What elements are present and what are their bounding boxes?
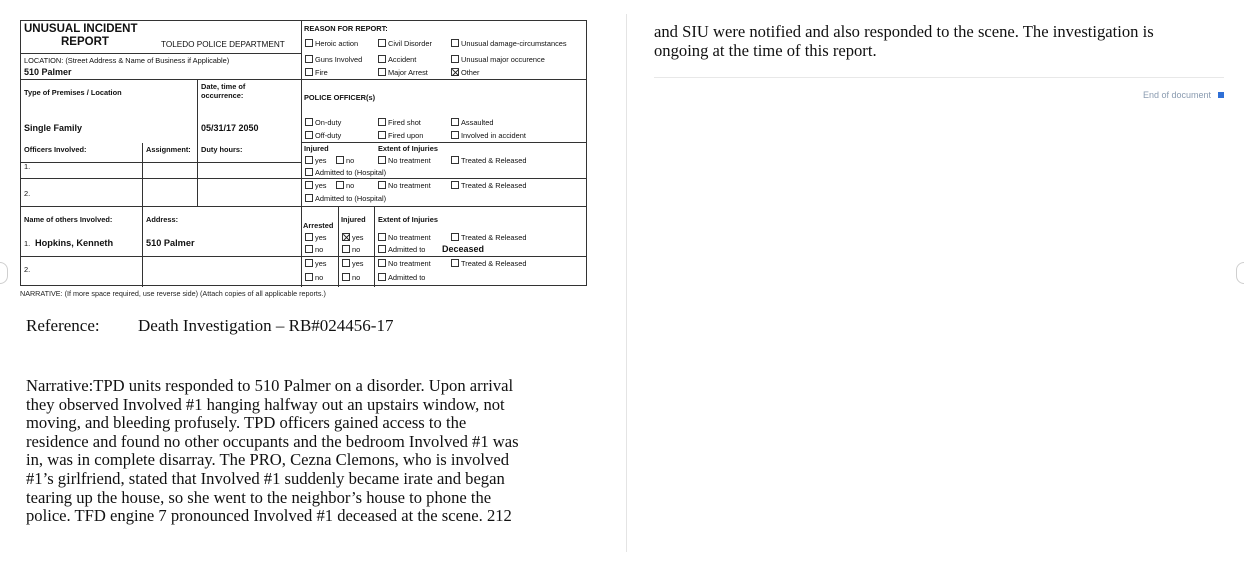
narrative-line: tearing up the house, so she went to the neighbor’s house to phone the: [26, 487, 492, 507]
checkbox[interactable]: [305, 273, 313, 281]
major-arrest-checkbox[interactable]: [378, 68, 386, 76]
other-row-2-injuries: [302, 257, 587, 287]
guns-involved-checkbox[interactable]: [305, 55, 313, 63]
end-of-document-label: End of document: [1142, 90, 1211, 100]
checkbox[interactable]: [305, 233, 313, 241]
location-value: 510 Palmer: [24, 67, 72, 77]
officer2-injured-no[interactable]: no: [336, 181, 354, 191]
narrative-text: [26, 377, 598, 526]
officer-row-1-number: 1.: [24, 162, 31, 171]
form-title-cell: [21, 21, 302, 54]
status-fired-shot[interactable]: Fired shot: [378, 118, 421, 128]
checkbox-checked[interactable]: [342, 233, 350, 241]
other-row-2-name: [21, 257, 143, 287]
officers-involved-label: Officers Involved:: [24, 145, 87, 154]
officer1-injured-yes[interactable]: yes: [305, 156, 327, 166]
other2-no-treatment[interactable]: No treatment: [378, 259, 431, 269]
end-of-document-marker: [1143, 90, 1224, 100]
officer2-no-treatment[interactable]: No treatment: [378, 181, 431, 191]
assignment-label: Assignment:: [146, 145, 191, 154]
officer2-admitted[interactable]: Admitted to (Hospital): [305, 194, 386, 204]
checkbox[interactable]: [451, 156, 459, 164]
reason-for-report-cell: [302, 21, 587, 80]
officer1-treated-released[interactable]: Treated & Released: [451, 156, 526, 166]
checkbox[interactable]: [378, 245, 386, 253]
narrative-caption: NARRATIVE: (If more space required, use reverse side) (Attach copies of all applicable reports.): [20, 289, 326, 298]
other1-name-value: Hopkins, Kenneth: [35, 238, 114, 248]
other-row-1-name: [21, 207, 143, 257]
continuation-line: ongoing at the time of this report.: [654, 41, 877, 60]
checkbox[interactable]: [378, 273, 386, 281]
end-square-icon: [1218, 92, 1224, 98]
police-officer-header: POLICE OFFICER(s): [304, 93, 376, 102]
checkbox[interactable]: [342, 273, 350, 281]
fired-shot-checkbox[interactable]: [378, 118, 386, 126]
other-row-1-address: [143, 207, 302, 257]
duty-hours-label: Duty hours:: [201, 145, 243, 154]
reason-fire[interactable]: Fire: [305, 68, 328, 78]
checkbox[interactable]: [378, 156, 386, 164]
narrative-line: #1’s girlfriend, stated that Involved #1 suddenly became irate and began: [26, 468, 505, 488]
on-duty-checkbox[interactable]: [305, 118, 313, 126]
other1-treated-released[interactable]: Treated & Released: [451, 233, 526, 243]
status-off-duty[interactable]: Off-duty: [305, 131, 341, 141]
other1-injured-yes[interactable]: yes: [342, 233, 364, 243]
next-page-handle[interactable]: [1236, 262, 1244, 284]
checkbox[interactable]: [451, 259, 459, 267]
checkbox[interactable]: [378, 233, 386, 241]
officer-row-2-name: [21, 179, 143, 207]
other2-admitted[interactable]: Admitted to: [378, 273, 425, 283]
narrative-line: police. TFD engine 7 pronounced Involved #1 deceased at the scene. 212: [26, 506, 512, 526]
status-fired-upon[interactable]: Fired upon: [378, 131, 423, 141]
continuation-text: [654, 22, 1224, 60]
other2-arrested-no[interactable]: no: [305, 273, 323, 283]
other1-address-value: 510 Palmer: [146, 238, 195, 248]
officer-row-2-duty: [198, 179, 302, 207]
checkbox[interactable]: [378, 259, 386, 267]
checkbox[interactable]: [305, 181, 313, 189]
other2-injured-no[interactable]: no: [342, 273, 360, 283]
others-involved-label: Name of others Involved:: [24, 215, 113, 224]
officer-row-1-duty: [198, 143, 302, 179]
accident-checkbox[interactable]: [378, 55, 386, 63]
officer2-injured-yes[interactable]: yes: [305, 181, 327, 191]
location-cell: [21, 54, 302, 80]
officer-row-1-injuries: [302, 143, 587, 179]
injured-label-others: Injured: [341, 215, 366, 224]
checkbox[interactable]: [451, 233, 459, 241]
reason-civil-disorder[interactable]: Civil Disorder: [378, 39, 432, 49]
reason-accident[interactable]: Accident: [378, 55, 416, 65]
police-officer-cell: [302, 80, 587, 143]
extent-label: Extent of Injuries: [378, 144, 438, 153]
injured-label: Injured: [304, 144, 329, 153]
form-title-line1: UNUSUAL INCIDENT: [24, 23, 138, 35]
other1-admitted-value: Deceased: [442, 244, 485, 254]
narrative-line: residence and found no other occupants and the bedroom Involved #1 was: [26, 431, 519, 451]
other1-arrested-yes[interactable]: yes: [305, 233, 327, 243]
premises-label: Type of Premises / Location: [24, 88, 122, 97]
arrested-label: Arrested: [303, 221, 334, 230]
checkbox[interactable]: [336, 181, 344, 189]
officer-row-1-name: [21, 143, 143, 179]
status-assaulted[interactable]: Assaulted: [451, 118, 493, 128]
off-duty-checkbox[interactable]: [305, 131, 313, 139]
fire-checkbox[interactable]: [305, 68, 313, 76]
checkbox[interactable]: [378, 181, 386, 189]
datetime-label-1: Date, time of: [201, 82, 246, 91]
officer1-no-treatment[interactable]: No treatment: [378, 156, 431, 166]
premises-value: Single Family: [24, 123, 83, 133]
other2-treated-released[interactable]: Treated & Released: [451, 259, 526, 269]
other1-injured-no[interactable]: no: [342, 245, 360, 255]
form-title-line2: REPORT: [61, 36, 109, 48]
other1-admitted[interactable]: Admitted to: [378, 245, 425, 255]
other2-injured-yes[interactable]: yes: [342, 259, 364, 269]
department-name: TOLEDO POLICE DEPARTMENT: [161, 40, 285, 49]
reason-header: REASON FOR REPORT:: [304, 24, 388, 33]
status-involved-accident[interactable]: Involved in accident: [451, 131, 526, 141]
incident-report-form: [20, 20, 587, 286]
continuation-line: and SIU were notified and also responded to the scene. The investigation is: [654, 22, 1154, 41]
unusual-major-checkbox[interactable]: [451, 55, 459, 63]
assaulted-checkbox[interactable]: [451, 118, 459, 126]
checkbox[interactable]: [305, 245, 313, 253]
officer-row-2-assignment: [143, 179, 198, 207]
officer-row-2-number: 2.: [24, 189, 31, 198]
reference-line: [26, 316, 393, 336]
end-separator: [654, 77, 1224, 78]
reason-guns-involved[interactable]: Guns Involved: [305, 55, 362, 65]
datetime-value: 05/31/17 2050: [201, 123, 259, 133]
fired-upon-checkbox[interactable]: [378, 131, 386, 139]
other-row-1-injuries: [302, 207, 587, 257]
officer-row-2-injuries: [302, 179, 587, 207]
officer-row-1-assignment: [143, 143, 198, 179]
other-row-1-number: 1.: [24, 239, 31, 248]
address-label: Address:: [146, 215, 179, 224]
involved-accident-checkbox[interactable]: [451, 131, 459, 139]
narrative-line: moving, and bleeding profusely. TPD officers gained access to the: [26, 413, 467, 433]
officer2-treated-released[interactable]: Treated & Released: [451, 181, 526, 191]
checkbox[interactable]: [305, 194, 313, 202]
reason-heroic-action[interactable]: Heroic action: [305, 39, 358, 49]
officer1-admitted[interactable]: Admitted to (Hospital): [305, 168, 386, 178]
checkbox[interactable]: [451, 181, 459, 189]
reason-major-arrest[interactable]: Major Arrest: [378, 68, 428, 78]
checkbox[interactable]: [336, 156, 344, 164]
unusual-damage-checkbox[interactable]: [451, 39, 459, 47]
reason-unusual-damage[interactable]: Unusual damage-circumstances: [451, 39, 567, 49]
other1-arrested-no[interactable]: no: [305, 245, 323, 255]
status-on-duty[interactable]: On-duty: [305, 118, 341, 128]
officer1-injured-no[interactable]: no: [336, 156, 354, 166]
datetime-label-2: occurrence:: [201, 91, 244, 100]
other1-no-treatment[interactable]: No treatment: [378, 233, 431, 243]
other-row-2-number: 2.: [24, 265, 31, 274]
reference-value: Death Investigation – RB#024456-17: [138, 316, 394, 335]
previous-page-handle[interactable]: [0, 262, 8, 284]
page-divider: [626, 14, 627, 552]
location-label: LOCATION: (Street Address & Name of Business if Applicable): [24, 56, 230, 65]
checkbox[interactable]: [342, 259, 350, 267]
checkbox[interactable]: [342, 245, 350, 253]
checkbox[interactable]: [305, 156, 313, 164]
narrative-line: in, was in complete disarray. The PRO, Cezna Clemons, who is involved: [26, 450, 509, 470]
reason-other[interactable]: Other: [451, 68, 479, 78]
other-checkbox-checked[interactable]: [451, 68, 459, 76]
civil-disorder-checkbox[interactable]: [378, 39, 386, 47]
narrative-line: Narrative:TPD units responded to 510 Palmer on a disorder. Upon arrival: [26, 376, 514, 395]
other-row-2-address: [143, 257, 302, 287]
reason-unusual-major[interactable]: Unusual major occurence: [451, 55, 545, 65]
heroic-action-checkbox[interactable]: [305, 39, 313, 47]
checkbox[interactable]: [305, 168, 313, 176]
other2-arrested-yes[interactable]: yes: [305, 259, 327, 269]
reference-label: Reference:: [26, 316, 100, 335]
extent-label-others: Extent of Injuries: [378, 215, 438, 224]
narrative-line: they observed Involved #1 hanging halfway out an upstairs window, not: [26, 394, 505, 414]
checkbox[interactable]: [305, 259, 313, 267]
